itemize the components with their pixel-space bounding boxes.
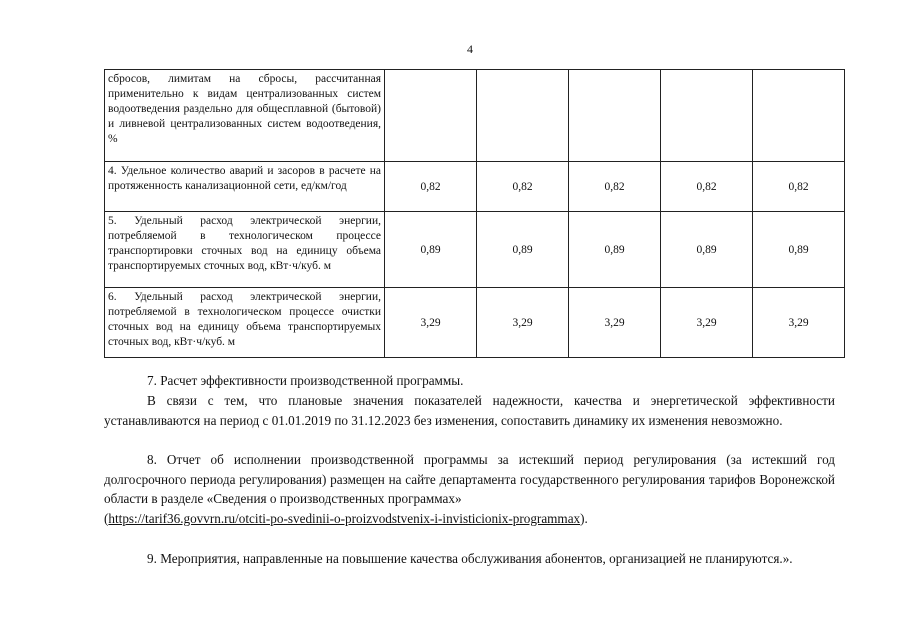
row-description: 6. Удельный расход электрической энергии, потребляемой в технологическом процессе очистки сточных вод на единицу объема транспортируемых сточных вод, кВт·ч/куб. м (105, 288, 385, 358)
row-value: 0,82 (477, 162, 569, 212)
row-value: 3,29 (753, 288, 845, 358)
row-value: 3,29 (661, 288, 753, 358)
row-value: 3,29 (477, 288, 569, 358)
section-7-body: В связи с тем, что плановые значения показателей надежности, качества и энергетической эффективности устанавливаются на период с 01.01.2019 по 31.12.2023 без изменения, сопоставить динамику их изменения невозможно. (104, 393, 835, 428)
row-value: 3,29 (569, 288, 661, 358)
section-8-text: 8. Отчет об исполнении производственной программы за истекший период регулирования (за истекший год долгосрочного периода регулирования) размещен на сайте департамента государственного регулирования тарифов Воронежской области в разделе «Сведения о производственных программах» (104, 452, 835, 506)
row-value: 0,89 (385, 212, 477, 288)
table-row (105, 162, 845, 212)
row-value: 3,29 (385, 288, 477, 358)
section-7-title: 7. Расчет эффективности производственной программы. (147, 373, 464, 388)
table-row (105, 70, 845, 162)
row-value: 0,82 (753, 162, 845, 212)
section-9-body: 9. Мероприятия, направленные на повышение качества обслуживания абонентов, организацией не планируются.». (147, 551, 793, 566)
table-row (105, 288, 845, 358)
row-value: 0,82 (569, 162, 661, 212)
row-value: 0,89 (569, 212, 661, 288)
table-row (105, 212, 845, 288)
row-value: 0,89 (753, 212, 845, 288)
row-value (661, 70, 753, 162)
link-close-paren: ). (580, 510, 588, 526)
row-value (385, 70, 477, 162)
row-description: 5. Удельный расход электрической энергии, потребляемой в технологическом процессе транспортировки сточных вод на единицу объема транспортируемых сточных вод, кВт·ч/куб. м (105, 212, 385, 288)
row-value: 0,89 (477, 212, 569, 288)
row-description: 4. Удельное количество аварий и засоров в расчете на протяженность канализационной сети, ед/км/год (105, 162, 385, 212)
row-value (753, 70, 845, 162)
row-description: сбросов, лимитам на сбросы, рассчитанная применительно к видам централизованных систем водоотведения раздельно для общесплавной (бытовой) и ливневой централизованных систем водоотведения, % (105, 70, 385, 162)
row-value: 0,89 (661, 212, 753, 288)
row-value (569, 70, 661, 162)
indicators-table (104, 69, 845, 358)
row-value (477, 70, 569, 162)
row-value: 0,82 (385, 162, 477, 212)
page-number: 4 (467, 42, 473, 56)
row-value: 0,82 (661, 162, 753, 212)
tarif36-link[interactable]: https://tarif36.govvrn.ru/otciti-po-svedinii-o-proizvodstvenix-i-invisticionix-programmax (108, 510, 581, 526)
section-8-body (104, 450, 835, 528)
link-open-paren: ( (104, 510, 109, 526)
